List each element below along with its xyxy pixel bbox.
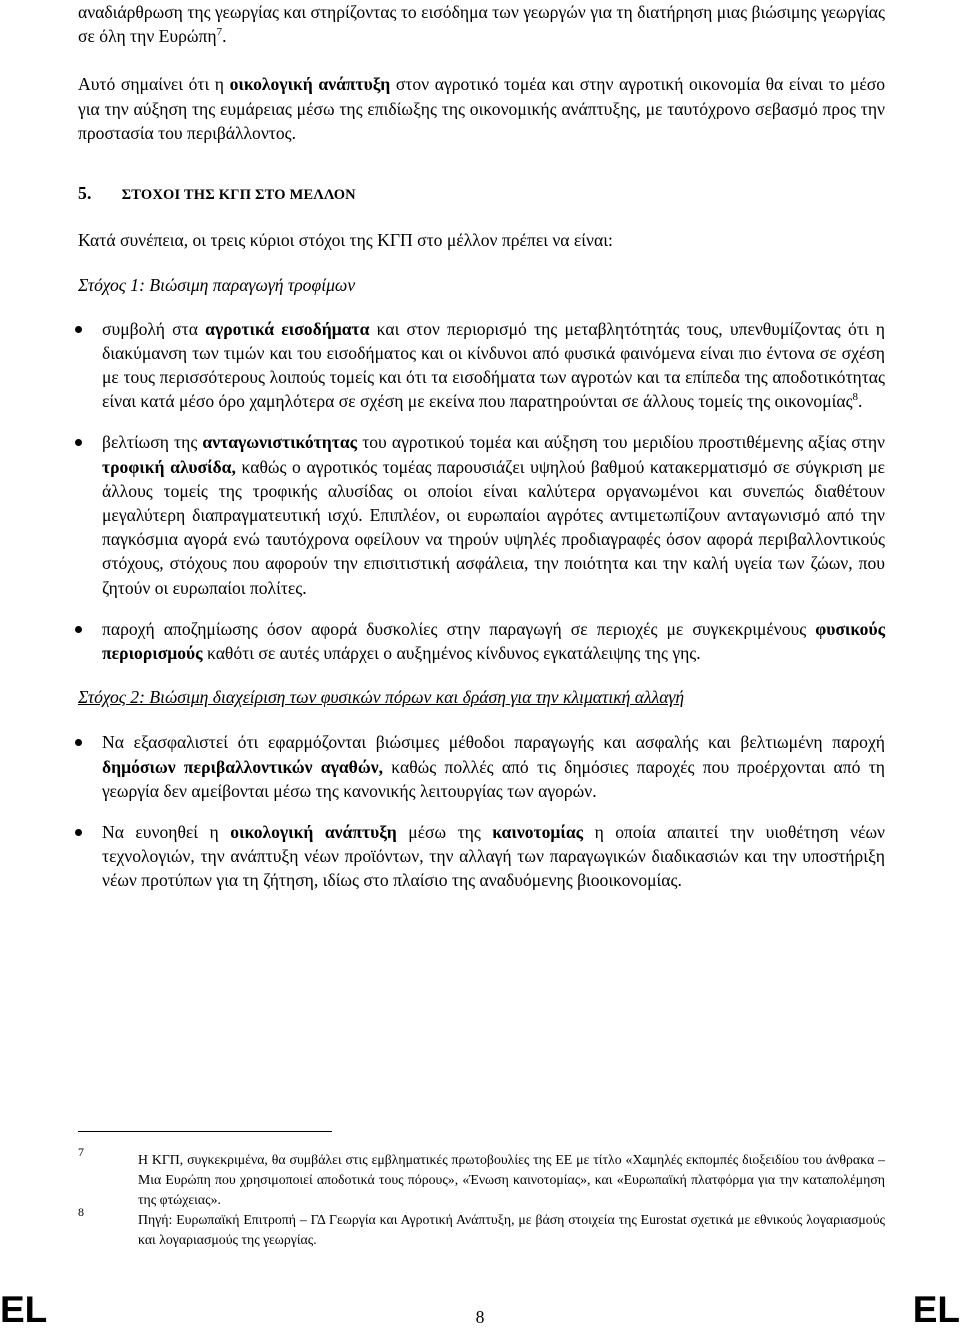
text: καθότι σε αυτές υπάρχει ο αυξημένος κίνδυνος εγκατάλειψης της γης. xyxy=(202,643,701,664)
section-number: 5. xyxy=(78,183,92,204)
bold-term: ανταγωνιστικότητας xyxy=(202,432,358,453)
list-item xyxy=(78,317,885,414)
footnote-ref-8[interactable]: 8 xyxy=(852,391,859,404)
text: και στον περιορισμό της μεταβλητότητάς τους, υπενθυμίζοντας ότι η διακύμανση των τιμών και του εισοδήματος και οι κίνδυνοι από φυσικά φαινόμενα είναι πιο έντονα σε σχέση με τους περισσότερους λοιπούς τομείς και ότι τα εισοδήματα των αγροτών και τα επίπεδα της αποδοτικότητας είναι κατά μέσο όρο χαμηλότερα σε σχέση με εκείνα που παρατηρούνται σε άλλους τομείς της οικονομίας xyxy=(102,318,885,412)
bold-term: οικολογική ανάπτυξη xyxy=(229,74,391,95)
footer-language-right: EL xyxy=(912,1289,960,1330)
text: καθώς πολλές από τις δημόσιες παροχές που προέρχονται από τη γεωργία δεν αμείβονται μέσω της κανονικής λειτουργίας των αγορών. xyxy=(102,756,885,801)
bold-term: φυσικούς περιορισμούς xyxy=(102,618,885,664)
list-item xyxy=(78,617,885,665)
text: . xyxy=(858,391,863,412)
footer-language-left: EL xyxy=(0,1289,48,1330)
footnote-text: Η ΚΓΠ, συγκεκριμένα, θα συμβάλει στις εμβληματικές πρωτοβουλίες της ΕΕ με τίτλο «Χαμηλές εκπομπές διοξειδίου του άνθρακα – Μια Ευρώπη που χρησιμοποιεί αποδοτικά τους πόρους», «Ένωση καινοτομίας», και «Ευρωπαϊκή πλατφόρμα για την καταπολέμηση της φτώχειας». xyxy=(138,1152,885,1207)
goal-2-title: Στόχος 2: Βιώσιμη διαχείριση των φυσικών πόρων και δράση για την κλιματική αλλαγή xyxy=(78,687,685,708)
intro-paragraph-1 xyxy=(78,0,885,48)
goal-2-list xyxy=(78,730,885,892)
text: μέσω της xyxy=(396,822,493,843)
text: . xyxy=(222,26,227,47)
text: η οποία απαιτεί την υιοθέτηση νέων τεχνολογιών, την ανάπτυξη νέων προϊόντων, την αλλαγή των παραγωγικών διαδικασιών και την υποστήριξη νέων προτύπων για τη ζήτηση, ιδίως στο πλαίσιο της αναδυόμενης βιοοικονομίας. xyxy=(102,822,885,891)
bullet-icon xyxy=(75,626,82,633)
text: Να εξασφαλιστεί ότι εφαρμόζονται βιώσιμες μέθοδοι παραγωγής και ασφαλής και βελτιωμένη παροχή xyxy=(102,732,885,753)
text: παροχή αποζημίωσης όσον αφορά δυσκολίες στην παραγωγή σε περιοχές με συγκεκριμένους xyxy=(102,618,816,639)
text: αναδιάρθρωση της γεωργίας και στηρίζοντας το εισόδημα των γεωργών για τη διατήρηση μιας βιώσιμης γεωργίας σε όλη την Ευρώπη xyxy=(78,2,885,47)
intro-paragraph-2 xyxy=(78,72,885,145)
footnote-ref-7[interactable]: 7 xyxy=(216,26,223,39)
footnote-divider xyxy=(78,1131,332,1132)
bold-term: οικολογική ανάπτυξη xyxy=(230,822,397,843)
bold-term: καινοτομίας xyxy=(492,822,584,843)
text: συμβολή στα xyxy=(102,318,206,339)
text: Αυτό σημαίνει ότι η xyxy=(78,74,230,95)
section-title: ΣΤΟΧΟΙ ΤΗΣ ΚΓΠ ΣΤΟ ΜΕΛΛΟΝ xyxy=(121,187,356,204)
main-content xyxy=(78,0,885,893)
bold-term: αγροτικά εισοδήματα xyxy=(205,318,370,339)
goal-1-list xyxy=(78,317,885,666)
footnotes xyxy=(78,1145,885,1250)
section-heading xyxy=(78,181,885,207)
footnote-text: Πηγή: Ευρωπαϊκή Επιτροπή – ΓΔ Γεωργία και Αγροτική Ανάπτυξη, με βάση στοιχεία της Eurostat σχετικά με εθνικούς λογαριασμούς και λογαριασμούς της γεωργίας. xyxy=(138,1212,885,1247)
bullet-icon xyxy=(75,739,82,746)
footnote-number: 7 xyxy=(78,1145,84,1159)
text: βελτίωση της xyxy=(102,432,203,453)
goal-1-title: Στόχος 1: Βιώσιμη παραγωγή τροφίμων xyxy=(78,275,356,296)
bullet-icon xyxy=(75,439,82,446)
text: του αγροτικού τομέα και αύξηση του μεριδίου προστιθέμενης αξίας στην xyxy=(357,432,885,453)
page-number: 8 xyxy=(475,1307,485,1327)
bullet-icon xyxy=(75,326,82,333)
list-item xyxy=(78,730,885,803)
text: στον αγροτικό τομέα και στην αγροτική οικονομία θα είναι το μέσο για την αύξηση της ευμάρειας μέσω της επιδίωξης της οικονομικής ανάπτυξης, με ταυτόχρονο σεβασμό προς την προστασία του περιβάλλοντος. xyxy=(78,74,886,143)
list-item xyxy=(78,820,885,893)
list-item xyxy=(78,430,885,599)
bold-term: δημόσιων περιβαλλοντικών αγαθών, xyxy=(102,756,383,777)
text: Να ευνοηθεί η xyxy=(102,822,231,843)
text: καθώς ο αγροτικός τομέας παρουσιάζει υψηλού βαθμού κατακερματισμό σε σύγκριση με άλλους τομείς της τροφικής αλυσίδας οι οποίοι είναι καλύτερα οργανωμένοι και συνεπώς διαθέτουν μεγαλύτερη διαπραγματευτική ισχύ. Επιπλέον, οι ευρωπαίοι αγρότες αντιμετωπίζουν ανταγωνισμό από την παγκόσμια αγορά ενώ ταυτόχρονα οφείλουν να τηρούν υψηλές προδιαγραφές όσον αφορά περιβαλλοντικούς στόχους, στόχους που αφορούν την επισιτιστική ασφάλεια, την ποιότητα και την καλή υγεία των ζώων, που ζητούν οι ευρωπαίοι πολίτες. xyxy=(102,456,885,598)
section-lead: Κατά συνέπεια, οι τρεις κύριοι στόχοι της ΚΓΠ στο μέλλον πρέπει να είναι: xyxy=(78,230,613,251)
bullet-icon xyxy=(75,829,82,836)
bold-term: τροφική αλυσίδα, xyxy=(102,456,236,477)
footnote-number: 8 xyxy=(78,1205,84,1219)
footnote-7 xyxy=(78,1145,885,1210)
footnote-8 xyxy=(78,1205,885,1250)
